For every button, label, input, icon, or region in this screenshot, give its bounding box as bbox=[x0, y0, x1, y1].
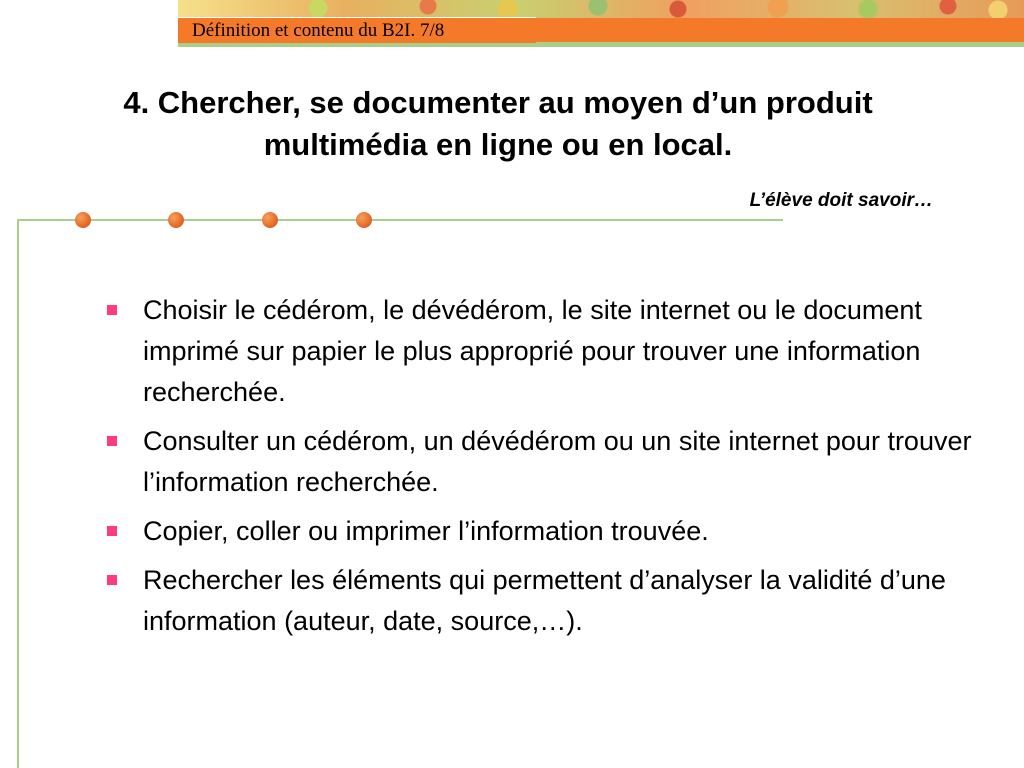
square-bullet-icon bbox=[107, 575, 117, 585]
bullet-text: Copier, coller ou imprimer l’information trouvée. bbox=[143, 516, 709, 546]
square-bullet-icon bbox=[107, 305, 117, 315]
bullet-item bbox=[100, 560, 980, 642]
slide-title: 4. Chercher, se documenter au moyen d’un produit multimédia en ligne ou en local. bbox=[123, 85, 873, 162]
header-photo-strip bbox=[178, 0, 1024, 18]
slide-subtitle: L’élève doit savoir… bbox=[749, 190, 933, 211]
bullet-item bbox=[100, 511, 980, 552]
header-title-box bbox=[178, 17, 536, 43]
orange-dot-decoration bbox=[356, 212, 372, 228]
orange-dot-decoration bbox=[262, 212, 278, 228]
bullet-text: Choisir le cédérom, le dévédérom, le site internet ou le document imprimé sur papier le plus approprié pour trouver une information recherchée. bbox=[143, 295, 922, 407]
green-vertical-line bbox=[17, 219, 19, 768]
bullet-list bbox=[100, 290, 980, 650]
square-bullet-icon bbox=[107, 526, 117, 536]
bullet-text: Rechercher les éléments qui permettent d’analyser la validité d’une information (auteur, date, source,…). bbox=[143, 565, 946, 636]
orange-dot-decoration bbox=[168, 212, 184, 228]
bullet-item bbox=[100, 421, 980, 503]
green-divider-line bbox=[17, 219, 783, 221]
orange-dot-decoration bbox=[75, 212, 91, 228]
bullet-item bbox=[100, 290, 980, 413]
square-bullet-icon bbox=[107, 436, 117, 446]
bullet-text: Consulter un cédérom, un dévédérom ou un site internet pour trouver l’information recherchée. bbox=[143, 426, 972, 497]
header-title: Définition et contenu du B2I. 7/8 bbox=[192, 20, 445, 41]
